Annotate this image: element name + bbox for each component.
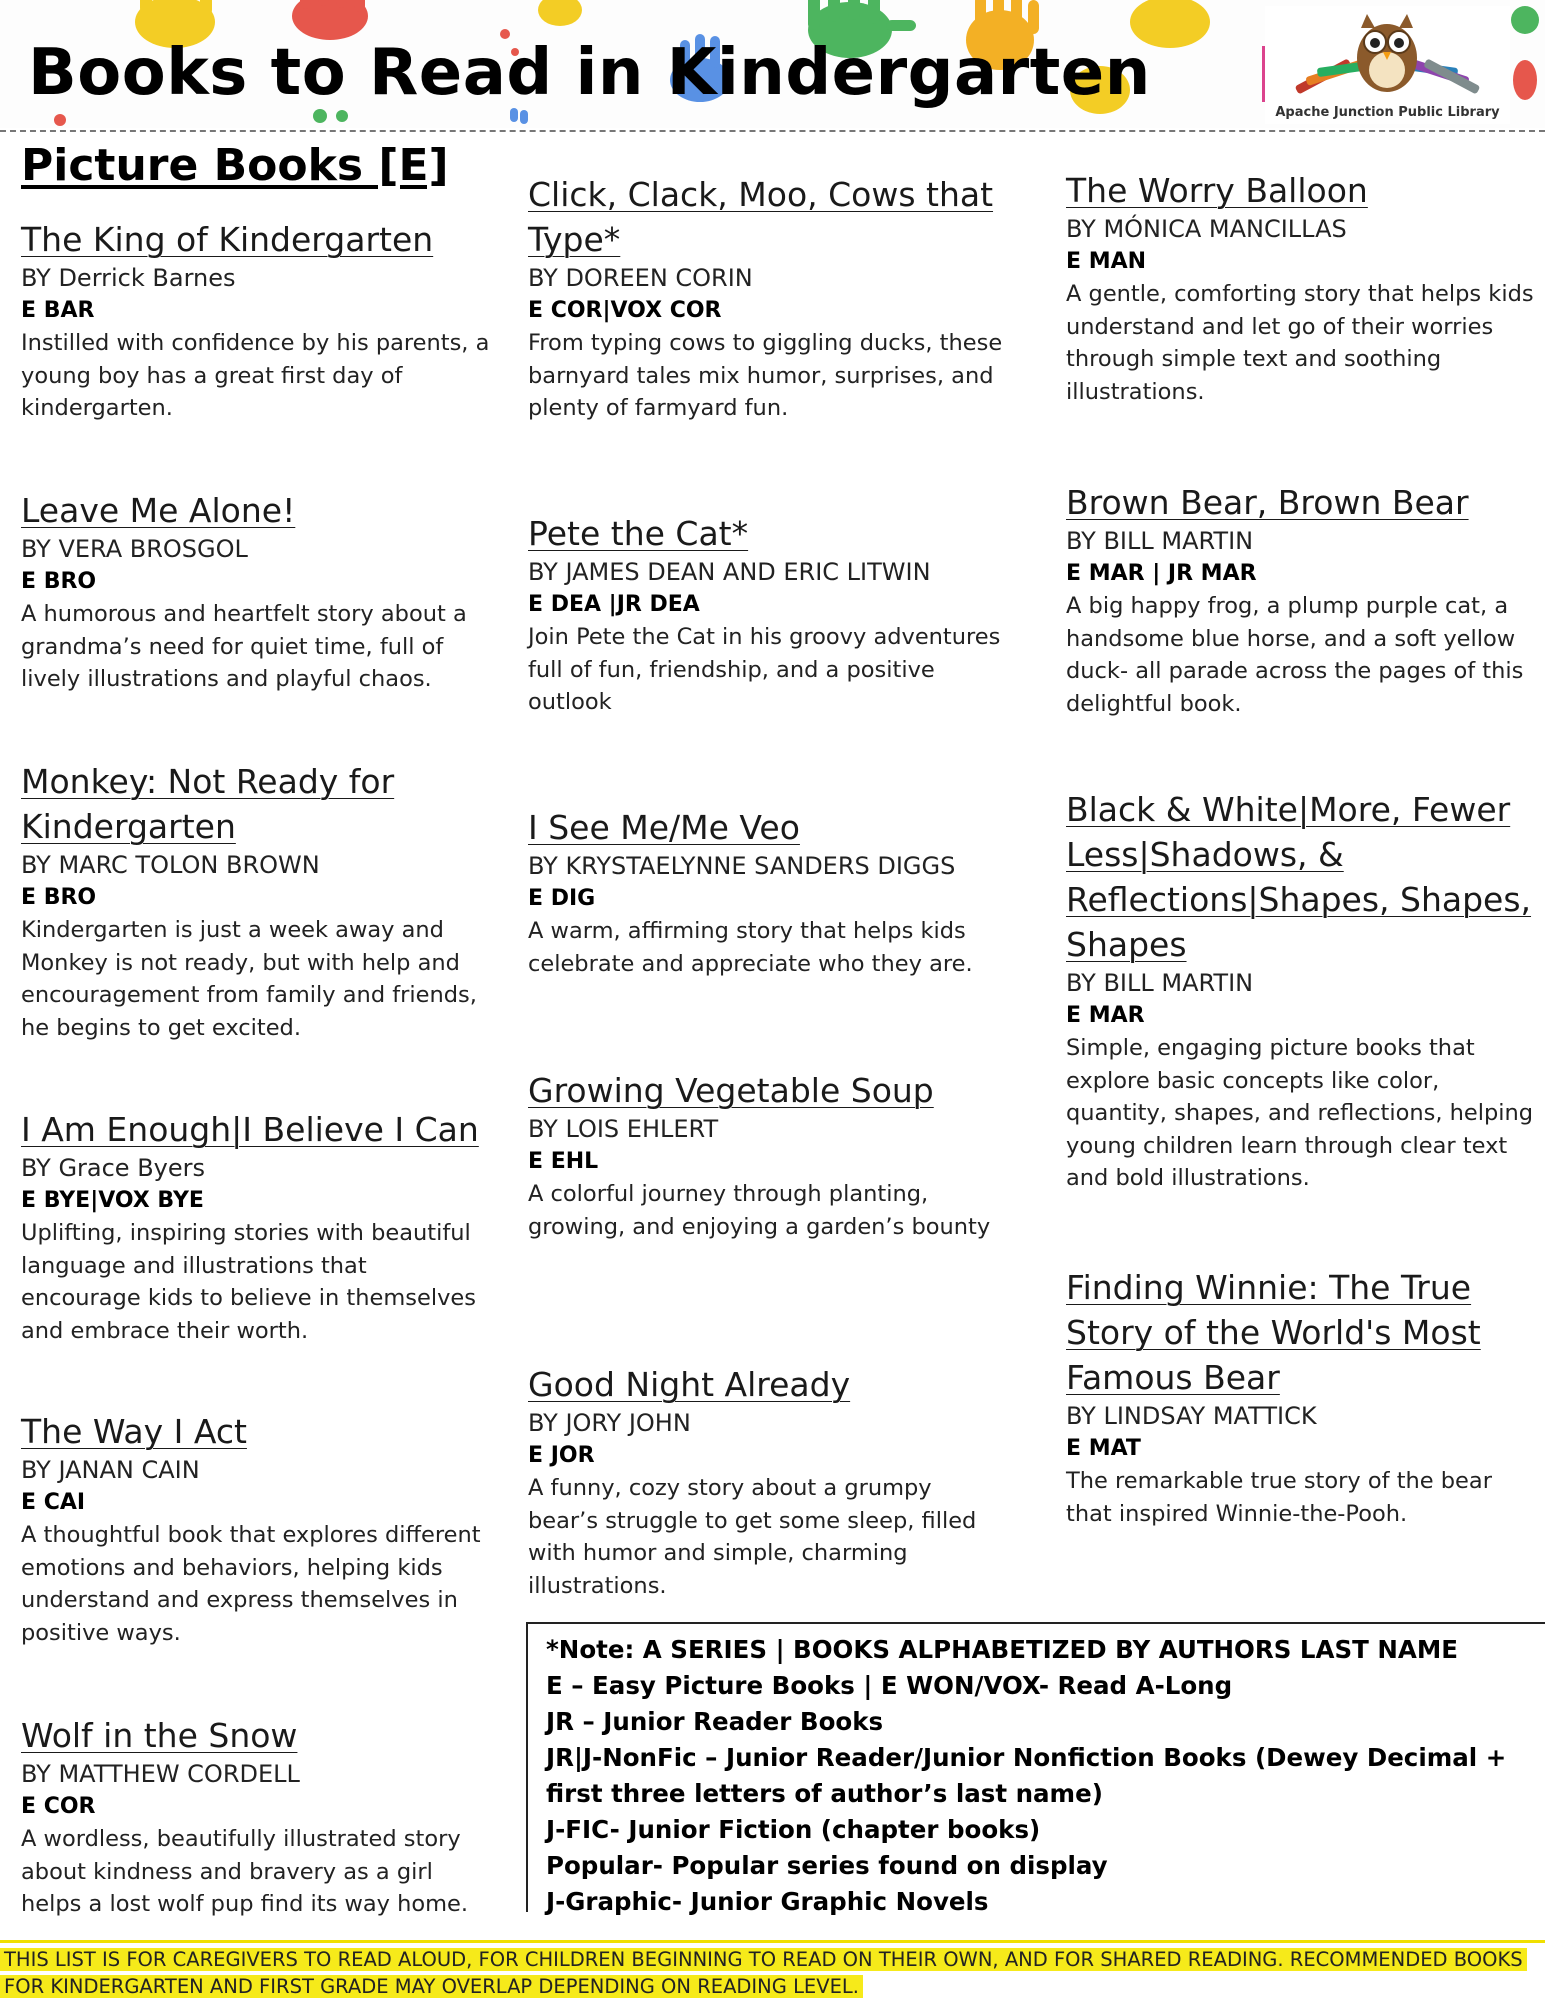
book-entry bbox=[1066, 787, 1536, 1195]
book-entry bbox=[21, 1409, 491, 1649]
header-divider bbox=[0, 130, 1545, 132]
book-author: BY BILL MARTIN bbox=[1066, 527, 1254, 555]
book-entry bbox=[528, 172, 1008, 425]
book-title: Good Night Already bbox=[528, 1365, 851, 1404]
book-author: BY JANAN CAIN bbox=[21, 1456, 200, 1484]
book-author: BY MATTHEW CORDELL bbox=[21, 1760, 300, 1788]
book-entry bbox=[21, 488, 491, 696]
book-author: BY Derrick Barnes bbox=[21, 264, 236, 292]
book-description: The remarkable true story of the bear that inspired Winnie-the-Pooh. bbox=[1066, 1468, 1492, 1527]
book-title: Leave Me Alone! bbox=[21, 491, 296, 530]
library-logo-text: Apache Junction Public Library bbox=[1275, 105, 1500, 120]
call-number: E CAI bbox=[21, 1490, 86, 1515]
book-entry bbox=[528, 805, 1008, 980]
call-number: E MAN bbox=[1066, 249, 1147, 274]
book-author: BY Grace Byers bbox=[21, 1154, 206, 1182]
footer-text: THIS LIST IS FOR CAREGIVERS TO READ ALOUD, FOR CHILDREN BEGINNING TO READ ON THEIR OWN, AND FOR SHARED READING. RECOMMENDED BOOKS FOR KINDERGARTEN AND FIRST GRADE MAY OVERLAP DEPENDING ON READING LEVEL. bbox=[0, 1948, 1527, 1998]
call-number: E DIG bbox=[528, 886, 596, 911]
footer-divider bbox=[0, 1940, 1545, 1943]
section-heading: Picture Books [E] bbox=[21, 140, 449, 191]
call-number: E COR bbox=[21, 1794, 96, 1819]
book-title: I Am Enough|I Believe I Can bbox=[21, 1110, 479, 1149]
book-description: A gentle, comforting story that helps kids understand and let go of their worries through simple text and soothing illustrations. bbox=[1066, 281, 1534, 405]
book-title: Monkey: Not Ready for Kindergarten bbox=[21, 762, 395, 846]
header-banner bbox=[0, 0, 1545, 128]
book-description: Kindergarten is just a week away and Monkey is not ready, but with help and encouragement from family and friends, he begins to get excited. bbox=[21, 917, 477, 1041]
book-entry bbox=[1066, 168, 1536, 408]
book-author: BY LOIS EHLERT bbox=[528, 1115, 719, 1143]
book-title: The Way I Act bbox=[21, 1412, 247, 1451]
page-title: Books to Read in Kindergarten bbox=[28, 36, 1151, 110]
note-line: J-Graphic- Junior Graphic Novels bbox=[546, 1887, 989, 1916]
book-entry bbox=[1066, 1265, 1536, 1530]
book-description: Simple, engaging picture books that explore basic concepts like color, quantity, shapes, and reflections, helping young children learn through clear text and bold illustrations. bbox=[1066, 1035, 1534, 1191]
book-title: Brown Bear, Brown Bear bbox=[1066, 483, 1469, 522]
call-number: E BAR bbox=[21, 298, 95, 323]
book-entry bbox=[21, 1107, 491, 1347]
book-title: Click, Clack, Moo, Cows that Type* bbox=[528, 175, 994, 259]
call-number: E MAR bbox=[1066, 1003, 1145, 1028]
book-entry bbox=[1066, 480, 1536, 720]
book-description: A warm, affirming story that helps kids celebrate and appreciate who they are. bbox=[528, 918, 973, 977]
book-entry bbox=[21, 759, 491, 1044]
call-number: E BRO bbox=[21, 569, 97, 594]
note-line: E – Easy Picture Books | E WON/VOX- Read A-Long bbox=[546, 1671, 1233, 1700]
book-entry bbox=[21, 217, 491, 425]
book-author: BY MÓNICA MANCILLAS bbox=[1066, 215, 1347, 243]
book-author: BY BILL MARTIN bbox=[1066, 969, 1254, 997]
book-description: Join Pete the Cat in his groovy adventures full of fun, friendship, and a positive outlook bbox=[528, 624, 1001, 715]
book-title: Growing Vegetable Soup bbox=[528, 1071, 934, 1110]
note-line: first three letters of author’s last name) bbox=[546, 1779, 1103, 1808]
note-line: JR – Junior Reader Books bbox=[546, 1707, 884, 1736]
note-line: *Note: A SERIES | BOOKS ALPHABETIZED BY AUTHORS LAST NAME bbox=[546, 1635, 1458, 1664]
book-entry bbox=[528, 511, 1008, 719]
owl-on-books-icon bbox=[1265, 6, 1510, 102]
book-description: Uplifting, inspiring stories with beautiful language and illustrations that encourage kids to believe in themselves and embrace their worth. bbox=[21, 1220, 476, 1344]
book-title: Pete the Cat* bbox=[528, 514, 749, 553]
book-entry bbox=[21, 1713, 491, 1921]
call-number: E COR|VOX COR bbox=[528, 298, 722, 323]
note-line: Popular- Popular series found on display bbox=[546, 1851, 1108, 1880]
book-title: I See Me/Me Veo bbox=[528, 808, 800, 847]
book-title: The King of Kindergarten bbox=[21, 220, 434, 259]
book-author: BY DOREEN CORIN bbox=[528, 264, 753, 292]
book-description: A big happy frog, a plump purple cat, a handsome blue horse, and a soft yellow duck- all parade across the pages of this delightful book. bbox=[1066, 593, 1524, 717]
book-author: BY KRYSTAELYNNE SANDERS DIGGS bbox=[528, 852, 956, 880]
book-author: BY VERA BROSGOL bbox=[21, 535, 248, 563]
book-entry bbox=[528, 1362, 1008, 1602]
call-number: E EHL bbox=[528, 1149, 599, 1174]
library-logo bbox=[1265, 6, 1510, 124]
book-title: Wolf in the Snow bbox=[21, 1716, 298, 1755]
book-description: A thoughtful book that explores different emotions and behaviors, helping kids understand and express themselves in positive ways. bbox=[21, 1522, 481, 1646]
note-line: JR|J-NonFic – Junior Reader/Junior Nonfiction Books (Dewey Decimal + bbox=[546, 1743, 1507, 1772]
note-line: J-FIC- Junior Fiction (chapter books) bbox=[546, 1815, 1041, 1844]
call-number: E DEA |JR DEA bbox=[528, 592, 700, 617]
book-description: A funny, cozy story about a grumpy bear’s struggle to get some sleep, filled with humor and simple, charming illustrations. bbox=[528, 1475, 977, 1599]
call-number: E BRO bbox=[21, 885, 97, 910]
book-title: Black & White|More, Fewer Less|Shadows, & Reflections|Shapes, Shapes, Shapes bbox=[1066, 790, 1532, 964]
book-author: BY LINDSAY MATTICK bbox=[1066, 1402, 1317, 1430]
book-description: From typing cows to giggling ducks, these barnyard tales mix humor, surprises, and plenty of farmyard fun. bbox=[528, 330, 1003, 421]
call-number: E BYE|VOX BYE bbox=[21, 1188, 204, 1213]
book-author: BY JORY JOHN bbox=[528, 1409, 691, 1437]
book-author: BY JAMES DEAN AND ERIC LITWIN bbox=[528, 558, 931, 586]
call-number: E JOR bbox=[528, 1443, 595, 1468]
call-number-key bbox=[526, 1622, 1545, 1916]
book-title: The Worry Balloon bbox=[1066, 171, 1368, 210]
book-author: BY MARC TOLON BROWN bbox=[21, 851, 320, 879]
book-description: Instilled with confidence by his parents, a young boy has a great first day of kindergarten. bbox=[21, 330, 490, 421]
footer-note bbox=[0, 1946, 1545, 2000]
call-number: E MAT bbox=[1066, 1436, 1141, 1461]
book-title: Finding Winnie: The True Story of the World's Most Famous Bear bbox=[1066, 1268, 1481, 1397]
book-description: A wordless, beautifully illustrated story about kindness and bravery as a girl helps a lost wolf pup find its way home. bbox=[21, 1826, 469, 1917]
book-entry bbox=[528, 1068, 1008, 1243]
call-number: E MAR | JR MAR bbox=[1066, 561, 1257, 586]
book-description: A colorful journey through planting, growing, and enjoying a garden’s bounty bbox=[528, 1181, 991, 1240]
book-description: A humorous and heartfelt story about a grandma’s need for quiet time, full of lively illustrations and playful chaos. bbox=[21, 601, 467, 692]
